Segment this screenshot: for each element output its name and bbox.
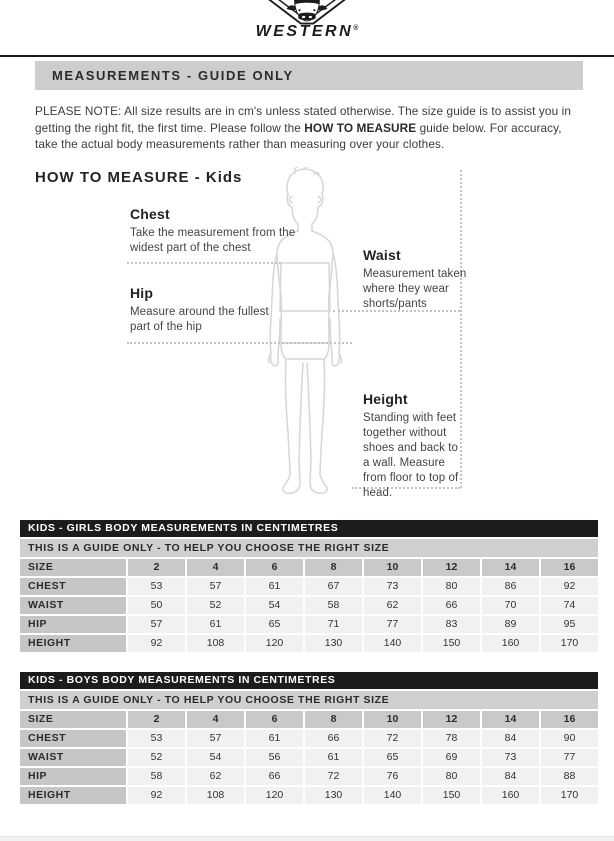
measurement-cell: 53	[128, 730, 185, 747]
measurement-cell: 95	[541, 616, 598, 633]
chest-label: Chest	[130, 206, 170, 222]
table-subtitle: THIS IS A GUIDE ONLY - TO HELP YOU CHOOSE THE RIGHT SIZE	[20, 539, 598, 557]
size-value-cell: 4	[187, 559, 244, 576]
hip-guide-dotted-line	[127, 342, 352, 344]
measurement-cell: 170	[541, 787, 598, 804]
table-row	[20, 635, 598, 652]
measurement-cell: 58	[128, 768, 185, 785]
size-value-cell: 6	[246, 711, 303, 728]
measurement-cell: 83	[423, 616, 480, 633]
measurement-cell: 170	[541, 635, 598, 652]
measurement-cell: 53	[128, 578, 185, 595]
size-header-cell: SIZE	[20, 711, 126, 728]
hip-description: Measure around the fullest part of the hip	[130, 306, 269, 333]
measurement-cell: 160	[482, 635, 539, 652]
table-row	[20, 597, 598, 614]
measurement-cell: 160	[482, 787, 539, 804]
chest-label-block	[130, 206, 310, 256]
height-label-block	[363, 391, 467, 501]
measurement-cell: 150	[423, 635, 480, 652]
measurement-cell: 80	[423, 578, 480, 595]
row-label-cell: CHEST	[20, 730, 126, 747]
measurement-cell: 67	[305, 578, 362, 595]
chest-guide-dotted-line	[127, 262, 281, 264]
size-value-cell: 8	[305, 711, 362, 728]
height-label: Height	[363, 391, 408, 407]
measurement-cell: 84	[482, 730, 539, 747]
measurement-cell: 92	[541, 578, 598, 595]
how-to-measure-title: HOW TO MEASURE - Kids	[35, 169, 243, 186]
measurement-cell: 84	[482, 768, 539, 785]
measurement-cell: 54	[187, 749, 244, 766]
measurement-cell: 57	[187, 730, 244, 747]
measurement-cell: 65	[364, 749, 421, 766]
measurement-cell: 78	[423, 730, 480, 747]
size-value-cell: 4	[187, 711, 244, 728]
size-value-cell: 6	[246, 559, 303, 576]
size-value-cell: 12	[423, 711, 480, 728]
measurement-cell: 120	[246, 787, 303, 804]
row-label-cell: CHEST	[20, 578, 126, 595]
measurement-cell: 130	[305, 787, 362, 804]
table-subtitle: THIS IS A GUIDE ONLY - TO HELP YOU CHOOSE THE RIGHT SIZE	[20, 691, 598, 709]
size-value-cell: 8	[305, 559, 362, 576]
waist-description: Measurement taken where they wear shorts/pants	[363, 268, 467, 310]
note-text	[35, 103, 587, 153]
size-value-cell: 16	[541, 559, 598, 576]
measurement-cell: 72	[305, 768, 362, 785]
measurement-cell: 140	[364, 635, 421, 652]
measurement-cell: 61	[187, 616, 244, 633]
measurement-cell: 73	[482, 749, 539, 766]
measurement-cell: 72	[364, 730, 421, 747]
measurement-cell: 66	[423, 597, 480, 614]
measurement-cell: 77	[541, 749, 598, 766]
logo	[0, 0, 614, 41]
size-value-cell: 2	[128, 711, 185, 728]
table-title: KIDS - GIRLS BODY MEASUREMENTS IN CENTIMETRES	[20, 520, 598, 537]
measurement-cell: 52	[128, 749, 185, 766]
measurement-cell: 66	[305, 730, 362, 747]
size-header-cell: SIZE	[20, 559, 126, 576]
measurement-cell: 74	[541, 597, 598, 614]
measurement-cell: 62	[187, 768, 244, 785]
size-value-cell: 16	[541, 711, 598, 728]
row-label-cell: WAIST	[20, 597, 126, 614]
row-label-cell: HIP	[20, 616, 126, 633]
table-header-row	[20, 559, 598, 576]
measurement-cell: 66	[246, 768, 303, 785]
measurement-cell: 90	[541, 730, 598, 747]
measurement-cell: 80	[423, 768, 480, 785]
hip-label-block	[130, 285, 280, 335]
section-header: MEASUREMENTS - GUIDE ONLY	[35, 61, 583, 90]
measurement-cell: 57	[187, 578, 244, 595]
header-divider-line	[0, 55, 614, 57]
registered-mark: ®	[353, 25, 359, 32]
measurement-cell: 92	[128, 787, 185, 804]
table-header-row	[20, 711, 598, 728]
table-row	[20, 768, 598, 785]
measurement-cell: 69	[423, 749, 480, 766]
bottom-strip	[0, 836, 614, 841]
measurement-cell: 140	[364, 787, 421, 804]
waist-label: Waist	[363, 247, 401, 263]
size-value-cell: 10	[364, 711, 421, 728]
table-row	[20, 578, 598, 595]
measurement-cell: 71	[305, 616, 362, 633]
size-value-cell: 14	[482, 711, 539, 728]
table-row	[20, 749, 598, 766]
measurement-cell: 61	[246, 578, 303, 595]
measurement-cell: 50	[128, 597, 185, 614]
measurement-cell: 108	[187, 787, 244, 804]
row-label-cell: HIP	[20, 768, 126, 785]
hip-label: Hip	[130, 285, 154, 301]
measurement-cell: 86	[482, 578, 539, 595]
table-row	[20, 787, 598, 804]
measurement-cell: 77	[364, 616, 421, 633]
measurement-cell: 89	[482, 616, 539, 633]
measurement-cell: 56	[246, 749, 303, 766]
measurement-cell: 61	[305, 749, 362, 766]
measurement-cell: 73	[364, 578, 421, 595]
girls-measurements-table	[20, 520, 598, 652]
row-label-cell: HEIGHT	[20, 787, 126, 804]
measurement-cell: 130	[305, 635, 362, 652]
measurement-cell: 120	[246, 635, 303, 652]
measurement-cell: 92	[128, 635, 185, 652]
measurement-cell: 150	[423, 787, 480, 804]
waist-label-block	[363, 247, 467, 312]
measurement-cell: 58	[305, 597, 362, 614]
height-description: Standing with feet together without shoes and back to a wall. Measure from floor to top of head.	[363, 412, 459, 499]
measurement-cell: 70	[482, 597, 539, 614]
size-value-cell: 10	[364, 559, 421, 576]
size-value-cell: 2	[128, 559, 185, 576]
size-value-cell: 12	[423, 559, 480, 576]
measurement-cell: 76	[364, 768, 421, 785]
measurement-cell: 57	[128, 616, 185, 633]
table-title: KIDS - BOYS BODY MEASUREMENTS IN CENTIMETRES	[20, 672, 598, 689]
measurement-cell: 62	[364, 597, 421, 614]
table-row	[20, 730, 598, 747]
size-value-cell: 14	[482, 559, 539, 576]
row-label-cell: WAIST	[20, 749, 126, 766]
measurement-cell: 108	[187, 635, 244, 652]
measurement-cell: 88	[541, 768, 598, 785]
table-row	[20, 616, 598, 633]
measurement-cell: 61	[246, 730, 303, 747]
measurement-cell: 54	[246, 597, 303, 614]
note-suffix: guide below. For accuracy, take the actual body measurements rather than measuring over your clothes.	[35, 120, 562, 151]
brand-name: WESTERN®	[255, 23, 359, 40]
note-bold: HOW TO MEASURE	[304, 120, 417, 135]
measurement-cell: 52	[187, 597, 244, 614]
row-label-cell: HEIGHT	[20, 635, 126, 652]
chest-description: Take the measurement from the widest part of the chest	[130, 227, 296, 254]
note-prefix: PLEASE NOTE: All size results are in cm's unless stated otherwise. The size guide is to assist you in getting the right fit, the first time. Please follow the	[35, 104, 572, 135]
measurement-cell: 65	[246, 616, 303, 633]
boys-measurements-table	[20, 672, 598, 804]
